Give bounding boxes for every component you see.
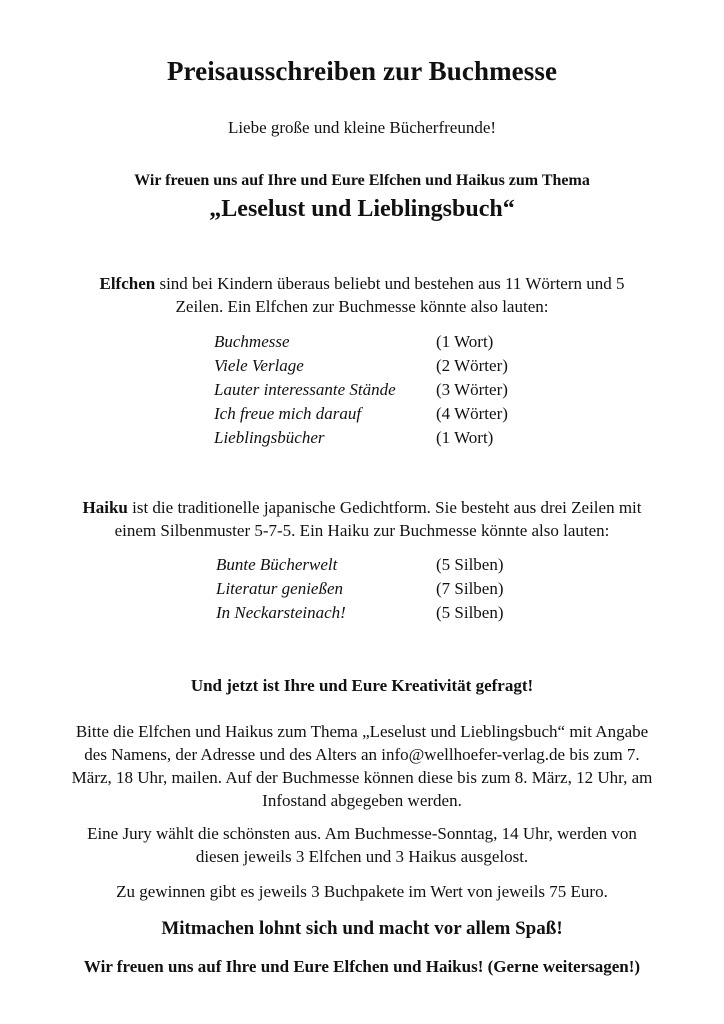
poem-count: (3 Wörter): [436, 380, 508, 399]
poem-count: (5 Silben): [436, 555, 504, 574]
poem-line: Lieblingsbücher: [214, 428, 325, 447]
poem-count: (4 Wörter): [436, 404, 508, 423]
poem-row: [216, 601, 504, 625]
jury-text: Eine Jury wählt die schönsten aus. Am Buchmesse-Sonntag, 14 Uhr, werden von diesen jeweils 3 Elfchen und 3 Haikus ausgelost.: [87, 824, 637, 866]
submission-text: Bitte die Elfchen und Haikus zum Thema „Leselust und Lieblingsbuch“ mit Angabe des Namens, der Adresse und des Alters an info@wellhoefer-verlag.de bis zum 7. März, 18 Uhr, mailen. Auf der Buchmesse können diese bis zum 8. März, 12 Uhr, am Infostand abgegeben werden.: [71, 722, 653, 810]
elfchen-term: Elfchen: [99, 274, 156, 293]
creativity-heading: Und jetzt ist Ihre und Eure Kreativität gefragt!: [190, 676, 534, 695]
poem-count: (7 Silben): [436, 579, 504, 598]
elfchen-intro: [90, 272, 634, 318]
poem-line: Bunte Bücherwelt: [216, 555, 338, 574]
poem-line: Lauter interessante Stände: [214, 380, 396, 399]
elfchen-intro-text: sind bei Kindern überaus beliebt und bestehen aus 11 Wörtern und 5 Zeilen. Ein Elfchen zur Buchmesse könnte also lauten:: [155, 274, 625, 316]
poem-row: [216, 577, 504, 601]
haiku-intro: [70, 496, 654, 542]
poem-count: (5 Silben): [436, 603, 504, 622]
poem-line: Viele Verlage: [214, 356, 304, 375]
closing-line: Wir freuen uns auf Ihre und Eure Elfchen und Haikus! (Gerne weitersagen!): [83, 957, 641, 976]
elfchen-poem: [214, 330, 508, 450]
theme-title: „Leselust und Lieblingsbuch“: [209, 196, 515, 222]
page-title: Preisausschreiben zur Buchmesse: [166, 56, 558, 86]
call-to-action: Mitmachen lohnt sich und macht vor allem Spaß!: [161, 918, 563, 939]
greeting: Liebe große und kleine Bücherfreunde!: [227, 118, 497, 137]
poem-row: [216, 553, 504, 577]
haiku-term: Haiku: [82, 498, 128, 517]
poem-row: [214, 402, 508, 426]
poem-row: [214, 354, 508, 378]
prize-text: Zu gewinnen gibt es jeweils 3 Buchpakete im Wert von jeweils 75 Euro.: [116, 882, 608, 901]
poem-row: [214, 426, 508, 450]
haiku-poem: [216, 553, 504, 625]
poem-row: [214, 330, 508, 354]
haiku-intro-text: ist die traditionelle japanische Gedichtform. Sie besteht aus drei Zeilen mit einem Silbenmuster 5-7-5. Ein Haiku zur Buchmesse könnte also lauten:: [114, 498, 642, 540]
poem-line: In Neckarsteinach!: [216, 603, 346, 622]
poem-line: Buchmesse: [214, 332, 290, 351]
invite-line: Wir freuen uns auf Ihre und Eure Elfchen und Haikus zum Thema: [134, 172, 590, 189]
poem-count: (1 Wort): [436, 428, 494, 447]
poem-line: Ich freue mich darauf: [214, 404, 362, 423]
poem-row: [214, 378, 508, 402]
poem-count: (1 Wort): [436, 332, 494, 351]
poem-line: Literatur genießen: [216, 579, 344, 598]
poem-count: (2 Wörter): [436, 356, 508, 375]
